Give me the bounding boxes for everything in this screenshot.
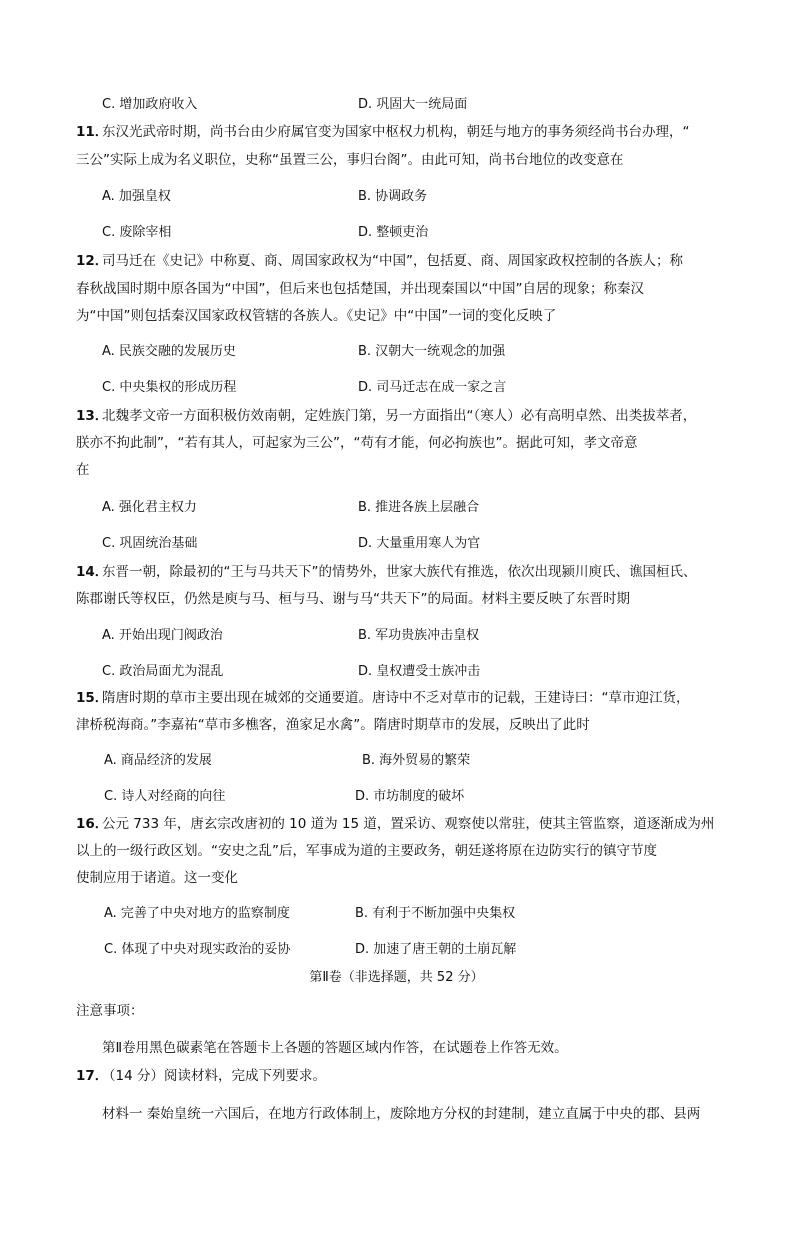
q13-number: 13． (76, 408, 109, 424)
q13-stem-line-1: 北魏孝文帝一方面积极仿效南朝，定姓族门第，另一方面指出“（寒人）必有高明卓然、出类拔萃者， (102, 408, 697, 424)
q15-option-c: C. 诗人对经商的向往 (104, 789, 226, 804)
q14-option-d: D. 皇权遭受士族冲击 (358, 664, 481, 679)
q10-option-c: C. 增加政府收入 (102, 97, 198, 112)
q16-option-d: D. 加速了唐王朝的土崩瓦解 (355, 942, 517, 957)
q11-option-c: C. 废除宰相 (102, 225, 172, 240)
notice-heading: 注意事项： (76, 1003, 144, 1019)
notice-body: 第Ⅱ卷用黑色碳素笔在答题卡上各题的答题区域内作答，在试题卷上作答无效。 (102, 1040, 568, 1056)
q15-option-b: B. 海外贸易的繁荣 (362, 753, 471, 768)
q17-number: 17． (76, 1068, 109, 1084)
q12-option-d: D. 司马迁志在成一家之言 (358, 380, 507, 395)
q16-stem-line-1: 公元 733 年，唐玄宗改唐初的 10 道为 15 道，置采访、观察使以常驻，使其主管监察，道逐渐成为州 (102, 816, 715, 832)
q13-option-d: D. 大量重用寒人为官 (358, 536, 481, 551)
q12-stem-line-3: 为“中国”则包括秦汉国家政权管辖的各族人。《史记》中“中国”一词的变化反映了 (76, 308, 557, 324)
q13-option-a: A. 强化君主权力 (102, 500, 197, 515)
q11-number: 11． (76, 124, 109, 140)
q16-stem-line-3: 使制应用于诸道。这一变化 (76, 870, 238, 886)
q16-option-b: B. 有利于不断加强中央集权 (355, 906, 516, 921)
q14-option-b: B. 军功贵族冲击皇权 (358, 628, 480, 643)
q11-stem-line-2: 三公”实际上成为名义职位，史称“虽置三公，事归台阁”。由此可知，尚书台地位的改变意在 (76, 152, 624, 168)
q15-stem-line-1: 隋唐时期的草市主要出现在城郊的交通要道。唐诗中不乏对草市的记载，王建诗曰：“草市迎江货， (102, 690, 690, 706)
q17-material-1: 材料一 秦始皇统一六国后，在地方行政体制上，废除地方分权的封建制，建立直属于中央的郡、县两 (102, 1106, 701, 1122)
q16-option-c: C. 体现了中央对现实政治的妥协 (104, 942, 291, 957)
section-2-title: 第Ⅱ卷（非选择题，共 52 分） (309, 970, 484, 985)
q14-option-c: C. 政治局面尤为混乱 (102, 664, 224, 679)
q12-option-a: A. 民族交融的发展历史 (102, 344, 236, 359)
q13-option-b: B. 推进各族上层融合 (358, 500, 480, 515)
q12-option-c: C. 中央集权的形成历程 (102, 380, 237, 395)
q11-option-d: D. 整顿吏治 (358, 225, 429, 240)
q12-option-b: B. 汉朝大一统观念的加强 (358, 344, 506, 359)
q11-option-b: B. 协调政务 (358, 189, 428, 204)
q15-stem-line-2: 津桥税海商。”李嘉祐“草市多樵客，渔家足水禽”。隋唐时期草市的发展，反映出了此时 (76, 717, 590, 733)
q12-stem-line-2: 春秋战国时期中原各国为“中国”，但后来也包括楚国，并出现秦国以“中国”自居的现象；称秦汉 (76, 281, 644, 297)
q15-option-a: A. 商品经济的发展 (104, 753, 212, 768)
q14-stem-line-1: 东晋一朝，除最初的“王与马共天下”的情势外，世家大族代有推选，依次出现颍川庾氏、谯国桓氏、 (102, 564, 697, 580)
q13-option-c: C. 巩固统治基础 (102, 536, 198, 551)
q16-option-a: A. 完善了中央对地方的监察制度 (104, 906, 290, 921)
q11-option-a: A. 加强皇权 (102, 189, 171, 204)
q17-intro: （14 分）阅读材料，完成下列要求。 (102, 1068, 326, 1084)
q12-stem-line-1: 司马迁在《史记》中称夏、商、周国家政权为“中国”，包括夏、商、周国家政权控制的各族人；称 (102, 253, 683, 269)
q14-stem-line-2: 陈郡谢氏等权臣，仍然是庾与马、桓与马、谢与马“共天下”的局面。材料主要反映了东晋时期 (76, 591, 630, 607)
q15-number: 15． (76, 690, 109, 706)
q13-stem-line-2: 朕亦不拘此制”，“若有其人，可起家为三公”，“苟有才能，何必拘族也”。据此可知，孝文帝意 (76, 435, 638, 451)
q10-option-d: D. 巩固大一统局面 (358, 97, 468, 112)
q15-option-d: D. 市坊制度的破坏 (355, 789, 465, 804)
q11-stem-line-1: 东汉光武帝时期，尚书台由少府属官变为国家中枢权力机构，朝廷与地方的事务须经尚书台办理，“ (102, 124, 690, 140)
q16-stem-line-2: 以上的一级行政区划。“安史之乱”后，军事成为道的主要政务，朝廷遂将原在边防实行的镇守节度 (76, 843, 657, 859)
q14-number: 14． (76, 564, 109, 580)
q16-number: 16． (76, 816, 109, 832)
q13-stem-line-3: 在 (76, 462, 90, 478)
q12-number: 12． (76, 253, 109, 269)
q14-option-a: A. 开始出现门阀政治 (102, 628, 223, 643)
